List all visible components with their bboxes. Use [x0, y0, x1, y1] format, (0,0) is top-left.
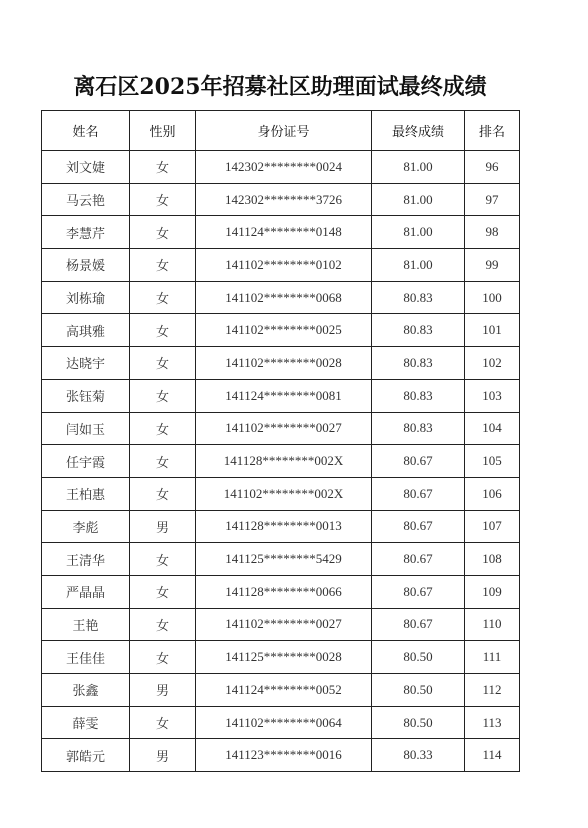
cell-gender: 女 [130, 543, 196, 576]
cell-name: 严晶晶 [42, 575, 130, 608]
cell-id-number: 141102********0027 [196, 412, 372, 445]
cell-final-score: 80.83 [372, 314, 465, 347]
cell-rank: 99 [465, 249, 520, 282]
table-row [42, 608, 520, 641]
table-row [42, 347, 520, 380]
cell-rank: 102 [465, 347, 520, 380]
cell-rank: 96 [465, 151, 520, 184]
cell-name: 高琪雅 [42, 314, 130, 347]
cell-final-score: 81.00 [372, 183, 465, 216]
cell-rank: 107 [465, 510, 520, 543]
header-rank: 排名 [465, 111, 520, 151]
cell-id-number: 141102********0028 [196, 347, 372, 380]
cell-id-number: 141128********002X [196, 445, 372, 478]
cell-rank: 108 [465, 543, 520, 576]
cell-rank: 114 [465, 739, 520, 772]
table-row [42, 543, 520, 576]
table-row [42, 510, 520, 543]
cell-name: 王清华 [42, 543, 130, 576]
cell-gender: 女 [130, 575, 196, 608]
cell-final-score: 80.67 [372, 575, 465, 608]
cell-id-number: 141123********0016 [196, 739, 372, 772]
cell-gender: 女 [130, 412, 196, 445]
cell-rank: 103 [465, 379, 520, 412]
cell-gender: 男 [130, 674, 196, 707]
cell-final-score: 80.67 [372, 608, 465, 641]
table-row [42, 575, 520, 608]
cell-name: 张鑫 [42, 674, 130, 707]
table-row [42, 641, 520, 674]
cell-name: 李慧芹 [42, 216, 130, 249]
table-row [42, 314, 520, 347]
cell-gender: 女 [130, 183, 196, 216]
cell-final-score: 81.00 [372, 216, 465, 249]
cell-rank: 104 [465, 412, 520, 445]
cell-final-score: 80.67 [372, 477, 465, 510]
cell-rank: 110 [465, 608, 520, 641]
cell-final-score: 80.50 [372, 641, 465, 674]
cell-rank: 106 [465, 477, 520, 510]
cell-rank: 97 [465, 183, 520, 216]
header-row [42, 111, 520, 151]
cell-final-score: 81.00 [372, 151, 465, 184]
table-row [42, 249, 520, 282]
cell-final-score: 80.83 [372, 412, 465, 445]
cell-final-score: 80.83 [372, 347, 465, 380]
cell-gender: 男 [130, 739, 196, 772]
cell-final-score: 80.83 [372, 379, 465, 412]
cell-id-number: 141128********0066 [196, 575, 372, 608]
cell-final-score: 80.83 [372, 281, 465, 314]
header-gender: 性别 [130, 111, 196, 151]
cell-rank: 112 [465, 674, 520, 707]
cell-id-number: 141102********0027 [196, 608, 372, 641]
cell-name: 郭皓元 [42, 739, 130, 772]
cell-rank: 105 [465, 445, 520, 478]
table-body [42, 151, 520, 772]
header-id-number: 身份证号 [196, 111, 372, 151]
cell-id-number: 141102********0025 [196, 314, 372, 347]
cell-final-score: 80.67 [372, 543, 465, 576]
cell-id-number: 141102********0068 [196, 281, 372, 314]
cell-gender: 女 [130, 151, 196, 184]
cell-name: 刘栋瑜 [42, 281, 130, 314]
cell-rank: 109 [465, 575, 520, 608]
cell-name: 李彪 [42, 510, 130, 543]
cell-gender: 女 [130, 706, 196, 739]
cell-id-number: 142302********3726 [196, 183, 372, 216]
cell-gender: 女 [130, 379, 196, 412]
table-header [42, 111, 520, 151]
cell-name: 杨景媛 [42, 249, 130, 282]
cell-id-number: 141102********0064 [196, 706, 372, 739]
cell-name: 达晓宇 [42, 347, 130, 380]
table-row [42, 706, 520, 739]
cell-final-score: 80.67 [372, 445, 465, 478]
table-row [42, 412, 520, 445]
table-row [42, 739, 520, 772]
header-name: 姓名 [42, 111, 130, 151]
cell-name: 任宇霞 [42, 445, 130, 478]
table-row [42, 445, 520, 478]
cell-final-score: 80.50 [372, 674, 465, 707]
cell-name: 王佳佳 [42, 641, 130, 674]
cell-rank: 101 [465, 314, 520, 347]
cell-gender: 女 [130, 249, 196, 282]
cell-gender: 女 [130, 641, 196, 674]
table-row [42, 216, 520, 249]
cell-rank: 113 [465, 706, 520, 739]
cell-name: 张钰菊 [42, 379, 130, 412]
cell-name: 王艳 [42, 608, 130, 641]
cell-id-number: 142302********0024 [196, 151, 372, 184]
table-row [42, 674, 520, 707]
cell-id-number: 141102********0102 [196, 249, 372, 282]
cell-name: 刘文婕 [42, 151, 130, 184]
cell-gender: 女 [130, 347, 196, 380]
cell-rank: 98 [465, 216, 520, 249]
cell-gender: 女 [130, 608, 196, 641]
cell-final-score: 80.33 [372, 739, 465, 772]
cell-final-score: 80.50 [372, 706, 465, 739]
cell-name: 闫如玉 [42, 412, 130, 445]
cell-gender: 女 [130, 314, 196, 347]
cell-name: 薛雯 [42, 706, 130, 739]
page-title: 离石区2025年招募社区助理面试最终成绩 [73, 74, 487, 100]
cell-gender: 女 [130, 445, 196, 478]
cell-rank: 100 [465, 281, 520, 314]
cell-id-number: 141124********0052 [196, 674, 372, 707]
header-final-score: 最终成绩 [372, 111, 465, 151]
cell-final-score: 80.67 [372, 510, 465, 543]
table-row [42, 379, 520, 412]
cell-id-number: 141124********0148 [196, 216, 372, 249]
cell-gender: 女 [130, 216, 196, 249]
cell-gender: 女 [130, 281, 196, 314]
cell-rank: 111 [465, 641, 520, 674]
table-row [42, 151, 520, 184]
cell-gender: 女 [130, 477, 196, 510]
cell-name: 马云艳 [42, 183, 130, 216]
cell-id-number: 141125********0028 [196, 641, 372, 674]
cell-id-number: 141125********5429 [196, 543, 372, 576]
cell-id-number: 141124********0081 [196, 379, 372, 412]
results-table [41, 110, 520, 772]
cell-id-number: 141128********0013 [196, 510, 372, 543]
table-row [42, 281, 520, 314]
cell-final-score: 81.00 [372, 249, 465, 282]
cell-id-number: 141102********002X [196, 477, 372, 510]
table-row [42, 183, 520, 216]
cell-name: 王柏惠 [42, 477, 130, 510]
cell-gender: 男 [130, 510, 196, 543]
table-row [42, 477, 520, 510]
